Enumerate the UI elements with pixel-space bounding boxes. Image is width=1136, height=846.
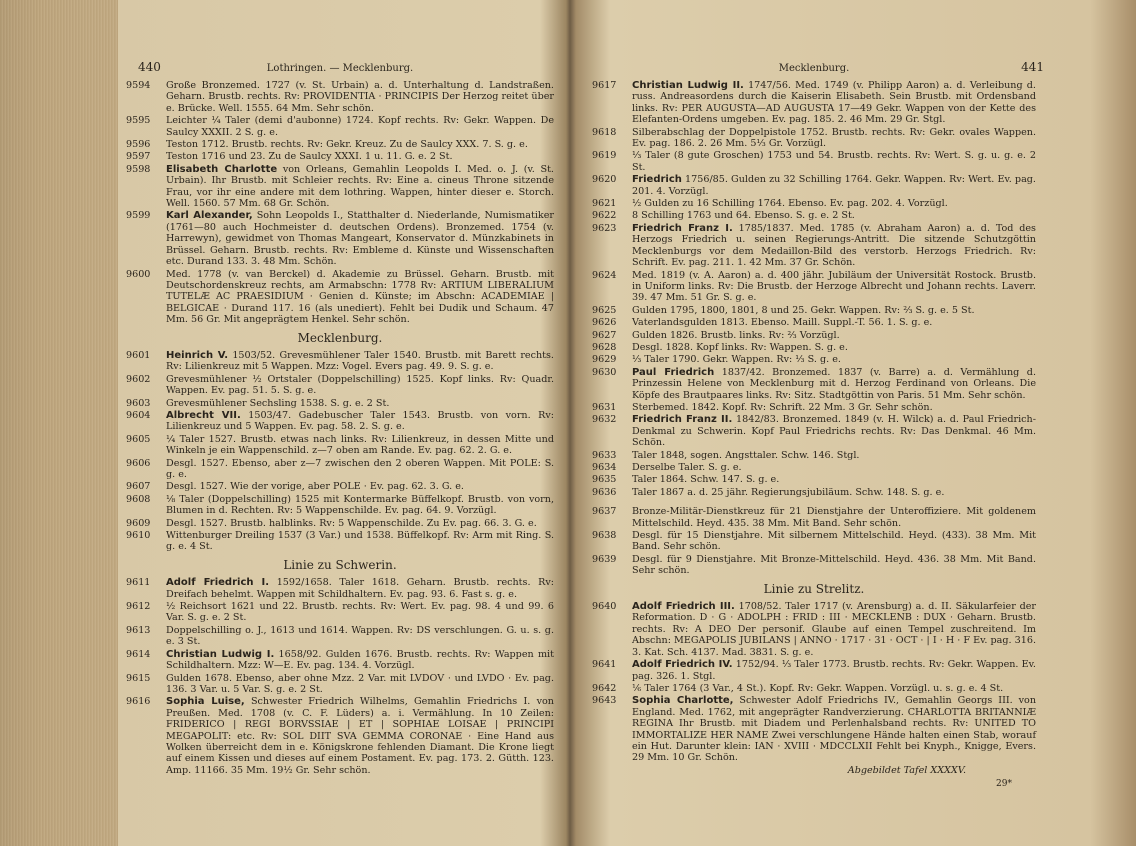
catalog-entry (592, 210, 1036, 221)
catalog-entry (126, 350, 554, 373)
entry-number: 9621 (592, 198, 617, 210)
entry-number: 9599 (126, 210, 151, 222)
ruler-name: Friedrich (632, 174, 682, 186)
ruler-name: Elisabeth Charlotte (166, 163, 278, 175)
entry-number: 9609 (126, 517, 151, 529)
catalog-entry (126, 696, 554, 776)
entry-text: Schwester Friedrich Wilhelms, Gemahlin Friedrichs I. von Preußen. Med. 1708 (v. C. F. Lüders) a. i. Vermählung. In 10 Zeilen: FRIDERICO | REGI BORVSSIAE | ET | SOPHIAE LOISAE | PRINCIPI MEGAPOLIT: etc. Rv: SOL DIIT SVA GEMMA CORONAE · Eine Hand aus Wolken überreicht dem in e. Königskrone fehlenden Diamant. Die Krone liegt auf einem Kissen und dieses auf einem Postament. Ev. pag. 173. 2. Gütth. 123. Amp. 11166. 35 Mm. 19½ Gr. Sehr schön. (166, 696, 554, 776)
entry-text: 1756/85. Gulden zu 32 Schilling 1764. Gekr. Wappen. Rv: Wert. Ev. pag. 201. 4. Vorzügl. (632, 174, 1036, 197)
entry-text: ⅛ Taler (Doppelschilling) 1525 mit Kontermarke Büffelkopf. Brustb. von vorn, Blumen in d. Rechten. Rv: 5 Wappenschilde. Ev. pag. 64. 9. Vorzügl. (166, 493, 554, 517)
entry-number: 9598 (126, 163, 151, 175)
ruler-name: Christian Ludwig I. (166, 648, 275, 660)
entry-text: Schwester Adolf Friedrichs IV., Gemahlin Georgs III. von England. Med. 1762, mit angeprägter Randverzierung. CHARLOTTA BRITANNIÆ REGINA Ihr Brustb. mit Diadem und Perlenhalsband rechts. Rv: UNITED TO IMMORTALIZE HER NAME Zwei verschlungene Hände halten einen Stab, worauf ein Hut. Darunter klein: IAN · XVIII · MDCCLXII Fehlt bei Knyph., Knigge, Evers. 29 Mm. 10 Gr. Schön. (632, 695, 1036, 764)
entry-text: 8 Schilling 1763 und 64. Ebenso. S. g. e. 2 St. (632, 210, 855, 222)
entry-number: 9612 (126, 601, 151, 613)
catalog-entry (126, 398, 554, 409)
page-number: 441 (1021, 60, 1044, 74)
catalog-entry (126, 518, 554, 529)
ruler-name: Christian Ludwig II. (632, 80, 744, 91)
catalog-entry (126, 269, 554, 326)
catalog-entry (592, 450, 1036, 461)
entry-text: 1708/52. Taler 1717 (v. Arensburg) a. d. II. Säkularfeier der Reformation. D · G · ADOLPH : FRID : III · MECKLENB : DUX · Geharn. Brustb. rechts. Rv: A DEO Der personif. Glaube auf einen Tempel zuschreitend. Im Abschn: MEGAPOLIS JUBILANS | ANNO · 1717 · 31 · OCT · | I · H · F Ev. pag. 316. 3. Kat. Sch. 4137. Mad. 3831. S. g. e. (632, 601, 1036, 658)
entry-number: 9606 (126, 457, 151, 469)
entry-list (126, 350, 554, 553)
entry-number: 9632 (592, 414, 617, 426)
catalog-entry (126, 481, 554, 492)
catalog-entry (126, 374, 554, 397)
catalog-entry (126, 80, 554, 114)
ruler-name: Sophia Charlotte, (632, 695, 734, 707)
entry-number: 9602 (126, 373, 151, 385)
entry-number: 9603 (126, 397, 151, 409)
catalog-entry (592, 367, 1036, 401)
catalog-entry (126, 115, 554, 138)
running-title: Lothringen. — Mecklenburg. (266, 63, 414, 74)
catalog-entry (592, 270, 1036, 304)
catalog-entry (126, 673, 554, 696)
entry-number: 9642 (592, 682, 617, 694)
entry-text: Vaterlandsgulden 1813. Ebenso. Maill. Suppl.-T. 56. 1. S. g. e. (632, 317, 933, 329)
entry-text: Silberabschlag der Doppelpistole 1752. Brustb. rechts. Rv: Gekr. ovales Wappen. Ev. pag. 186. 2. 26 Mm. 5⅓ Gr. Vorzügl. (632, 126, 1036, 150)
entry-number: 9594 (126, 80, 151, 91)
entry-number: 9633 (592, 449, 617, 461)
entry-text: Taler 1867 a. d. 25 jähr. Regierungsjubiläum. Schw. 148. S. g. e. (632, 486, 945, 498)
entry-number: 9625 (592, 304, 617, 316)
entry-text: ½ Reichsort 1621 und 22. Brustb. rechts. Rv: Wert. Ev. pag. 98. 4 und 99. 6 Var. S. g. e. 2 St. (166, 601, 554, 624)
entry-text: ⅙ Taler 1764 (3 Var., 4 St.). Kopf. Rv: Gekr. Wappen. Vorzügl. u. s. g. e. 4 St. (632, 682, 1004, 694)
entry-text: 1837/42. Bronzemed. 1837 (v. Barre) a. d. Vermählung d. Prinzessin Helene von Mecklenburg mit d. Herzog Ferdinand von Orleans. Die Köpfe des Brautpaares links. Rv: Sitz. Stadtgöttin von Paris. 51 Mm. Sehr schön. (632, 366, 1037, 401)
entry-number: 9624 (592, 269, 617, 281)
catalog-entry (126, 458, 554, 481)
catalog-entry (126, 494, 554, 517)
entry-text: Med. 1778 (v. van Berckel) d. Akademie zu Brüssel. Geharn. Brustb. mit Deutschordenskreuz rechts, am Armabschn: 1778 Rv: ARTIUM LIBERALIUM TUTELÆ AC PRAESIDIUM · Genien d. Künste; im Abschn: ACADEMIAE | BELGICAE · Durand 117. 16 (als unediert). Fehlt bei Dudik und Schaum. 47 Mm. 56 Gr. Mit angeprägtem Henkel. Sehr schön. (166, 268, 554, 326)
entry-text: 1842/83. Bronzemed. 1849 (v. H. Wilck) a. d. Paul Friedrich-Denkmal zu Schwerin. Kopf Paul Friedrichs rechts. Rv: Das Denkmal. 46 Mm. Schön. (632, 414, 1036, 449)
entry-text: Teston 1716 und 23. Zu de Saulcy XXXI. 1 u. 11. G. e. 2 St. (166, 151, 453, 163)
catalog-entry (592, 80, 1036, 126)
entry-number: 9638 (592, 530, 617, 542)
entry-number: 9600 (126, 268, 151, 280)
entry-text: Desgl. 1527. Wie der vorige, aber POLE · Ev. pag. 62. 3. G. e. (166, 481, 464, 493)
catalog-entry (592, 402, 1036, 413)
catalog-entry (592, 530, 1036, 553)
entry-number: 9616 (126, 696, 151, 708)
catalog-entry (126, 151, 554, 162)
entry-list (126, 577, 554, 776)
entry-number: 9636 (592, 486, 617, 498)
entry-number: 9619 (592, 150, 617, 162)
catalog-entry (592, 414, 1036, 448)
entry-text: Desgl. 1527. Brustb. halblinks. Rv: 5 Wappenschilde. Zu Ev. pag. 66. 3. G. e. (166, 517, 537, 529)
entry-number: 9639 (592, 553, 617, 565)
entry-text: Grevesmühlener ½ Ortstaler (Doppelschilling) 1525. Kopf links. Rv: Quadr. Wappen. Ev. pag. 51. 5. S. g. e. (166, 373, 554, 397)
entry-text: ¼ Taler 1527. Brustb. etwas nach links. Rv: Lilienkreuz, in dessen Mitte und Winkeln je ein Wappenschild. z—7 oben am Rande. Ev. pag. 62. 2. G. e. (166, 433, 554, 457)
entry-text: Taler 1864. Schw. 147. S. g. e. (632, 474, 780, 486)
entry-number: 9630 (592, 366, 617, 378)
section-heading: Linie zu Schwerin. (283, 557, 397, 572)
entry-text: 1503/47. Gadebuscher Taler 1543. Brustb. von vorn. Rv: Lilienkreuz und 5 Wappen. Ev. pag. 58. 2. S. g. e. (166, 409, 554, 433)
ruler-name: Sophia Luise, (166, 696, 245, 708)
entry-text: Große Bronzemed. 1727 (v. St. Urbain) a. d. Unterhaltung d. Landstraßen. Geharn. Brustb. rechts. Rv: PROVIDENTIA · PRINCIPIS Der Herzog reitet über e. Brücke. Well. 1555. 64 Mm. Sehr schön. (166, 80, 554, 114)
entry-number: 9605 (126, 433, 151, 445)
entry-number: 9618 (592, 126, 617, 138)
left-page-header (126, 62, 554, 80)
entry-number: 9614 (126, 648, 151, 660)
entry-text: Grevesmühlener Sechsling 1538. S. g. e. 2 St. (166, 397, 390, 409)
ruler-name: Adolf Friedrich IV. (632, 659, 733, 671)
ruler-name: Paul Friedrich (632, 366, 715, 378)
catalog-entry (592, 462, 1036, 473)
entry-text: Doppelschilling o. J., 1613 und 1614. Wappen. Rv: DS verschlungen. G. u. s. g. e. 3 St. (166, 624, 554, 648)
section-heading: Linie zu Strelitz. (763, 581, 865, 596)
page-edges (0, 0, 118, 846)
entry-text: Gulden 1795, 1800, 1801, 8 und 25. Gekr. Wappen. Rv: ⅔ S. g. e. 5 St. (632, 304, 975, 316)
right-page (592, 60, 1044, 789)
catalog-entry (592, 683, 1036, 694)
plate-note: Abgebildet Tafel XXXXV. (847, 764, 966, 776)
entry-number: 9604 (126, 409, 151, 421)
entry-number: 9617 (592, 80, 617, 91)
catalog-entry (126, 210, 554, 267)
entry-text: Desgl. für 15 Dienstjahre. Mit silbernem Mittelschild. Heyd. (433). 38 Mm. Mit Band. Sehr schön. (632, 530, 1036, 553)
entry-text: 1592/1658. Taler 1618. Geharn. Brustb. rechts. Rv: Dreifach behelmt. Wappen mit Schildhaltern. Ev. pag. 93. 6. Fast s. g. e. (166, 577, 554, 600)
section-heading: Mecklenburg. (297, 330, 383, 345)
entry-number: 9610 (126, 530, 151, 542)
entry-number: 9641 (592, 659, 617, 671)
catalog-entry (592, 506, 1036, 529)
entry-number: 9626 (592, 317, 617, 329)
catalog-entry (592, 305, 1036, 316)
catalog-entry (126, 625, 554, 648)
entry-number: 9601 (126, 349, 151, 361)
catalog-entry (126, 139, 554, 150)
catalog-entry (126, 434, 554, 457)
ruler-name: Adolf Friedrich III. (632, 601, 735, 613)
entry-text: ½ Gulden zu 16 Schilling 1764. Ebenso. Ev. pag. 202. 4. Vorzügl. (632, 198, 948, 210)
entry-text: 1747/56. Med. 1749 (v. Philipp Aaron) a. d. Verleibung d. russ. Andreasordens durch die Kaiserin Elisabeth. Sein Brustb. mit Ordensband links. Rv: PER AUGUSTA—AD AUGUSTA 17—49 Gekr. Wappen von der Kette des Elefanten-Ordens umgeben. Ev. pag. 185. 2. 46 Mm. 29 Gr. Stgl. (632, 80, 1036, 126)
catalog-entry (592, 198, 1036, 209)
entry-list (126, 80, 554, 326)
entry-number: 9608 (126, 493, 151, 505)
entry-number: 9620 (592, 174, 617, 186)
catalog-entry (592, 342, 1036, 353)
entry-number: 9596 (126, 139, 151, 151)
running-title: Mecklenburg. (778, 63, 850, 74)
right-page-header (592, 60, 1044, 80)
left-page (126, 62, 554, 777)
entry-text: Desgl. 1527. Ebenso, aber z—7 zwischen den 2 oberen Wappen. Mit POLE: S. g. e. (166, 457, 554, 480)
entry-number: 9628 (592, 341, 617, 353)
catalog-entry (592, 150, 1036, 173)
entry-text: Wittenburger Dreiling 1537 (3 Var.) und 1538. Büffelkopf. Rv: Arm mit Ring. S. g. e. 4 St. (166, 530, 554, 553)
catalog-entry (592, 695, 1036, 763)
entry-text: Desgl. für 9 Dienstjahre. Mit Bronze-Mittelschild. Heyd. 436. 38 Mm. Mit Band. Sehr schön. (632, 553, 1036, 577)
catalog-entry (592, 223, 1036, 269)
entry-number: 9597 (126, 151, 151, 163)
entry-text: Bronze-Militär-Dienstkreuz für 21 Dienstjahre der Unteroffiziere. Mit goldenem Mittelschild. Heyd. 435. 38 Mm. Mit Band. Sehr schön. (632, 506, 1036, 529)
entry-text: 1503/52. Grevesmühlener Taler 1540. Brustb. mit Barett rechts. Rv: Lilienkreuz mit 5 Wappen. Mzz: Vogel. Evers pag. 49. 9. S. g. e. (166, 349, 554, 373)
entry-text: Sterbemed. 1842. Kopf. Rv: Schrift. 22 Mm. 3 Gr. Sehr schön. (632, 401, 933, 413)
entry-list (592, 80, 1036, 498)
entry-number: 9634 (592, 462, 617, 473)
catalog-entry (126, 601, 554, 624)
catalog-entry (592, 487, 1036, 498)
entry-text: Gulden 1826. Brustb. links. Rv: ⅔ Vorzügl. (632, 329, 840, 341)
ruler-name: Albrecht VII. (166, 409, 241, 421)
entry-text: 1658/92. Gulden 1676. Brustb. rechts. Rv: Wappen mit Schildhaltern. Mzz: W—E. Ev. pag. 134. 4. Vorzügl. (166, 648, 554, 672)
entry-number: 9622 (592, 210, 617, 222)
entry-text: Derselbe Taler. S. g. e. (632, 462, 742, 473)
ruler-name: Friedrich Franz I. (632, 222, 733, 234)
ruler-name: Adolf Friedrich I. (166, 577, 270, 589)
ruler-name: Karl Alexander, (166, 210, 253, 222)
catalog-entry (126, 577, 554, 600)
entry-number: 9643 (592, 695, 617, 707)
entry-number: 9595 (126, 115, 151, 127)
catalog-entry (592, 127, 1036, 150)
catalog-entry (592, 659, 1036, 682)
catalog-entry (592, 354, 1036, 365)
entry-number: 9640 (592, 601, 617, 613)
entry-list (592, 506, 1036, 576)
entry-number: 9627 (592, 329, 617, 341)
entry-list (592, 601, 1036, 764)
entry-number: 9637 (592, 506, 617, 518)
entry-text: Desgl. 1828. Kopf links. Rv: Wappen. S. g. e. (632, 341, 848, 353)
entry-text: von Orleans, Gemahlin Leopolds I. Med. o. J. (v. St. Urbain). Ihr Brustb. mit Schleier rechts. Rv: Eine a. cineus Throne sitzende Frau, vor ihr eine andere mit dem lothring. Wappen, hinter dieser e. Storch. Well. 1560. 57 Mm. 68 Gr. Schön. (166, 163, 554, 210)
entry-number: 9635 (592, 474, 617, 486)
entry-text: Gulden 1678. Ebenso, aber ohne Mzz. 2 Var. mit LVDOV · und LVDO · Ev. pag. 136. 3 Var. u. 5 Var. S. g. e. 2 St. (166, 672, 554, 695)
page-number: 440 (138, 60, 161, 74)
entry-number: 9611 (126, 577, 151, 589)
entry-text: 1785/1837. Med. 1785 (v. Abraham Aaron) a. d. Tod des Herzogs Friedrich u. seinen Regierungs-Antritt. Die sitzende Schutzgöttin Mecklenburgs vor dem Medaillon-Bild des verstorb. Herzogs Friedrich. Rv: Schrift. Ev. pag. 211. 1. 42 Mm. 37 Gr. Schön. (632, 222, 1036, 269)
entry-text: Taler 1848, sogen. Angsttaler. Schw. 146. Stgl. (632, 449, 860, 461)
entry-text: Med. 1819 (v. A. Aaron) a. d. 400 jähr. Jubiläum der Universität Rostock. Brustb. in Uniform links. Rv: Die Brustb. der Herzoge Albrecht und Johann rechts. Laverr. 39. 47 Mm. 51 Gr. S. g. e. (632, 269, 1036, 304)
entry-text: ⅓ Taler (8 gute Groschen) 1753 und 54. Brustb. rechts. Rv: Wert. S. g. u. g. e. 2 St. (632, 150, 1036, 173)
ruler-name: Friedrich Franz II. (632, 414, 733, 426)
entry-number: 9631 (592, 401, 617, 413)
entry-number: 9607 (126, 481, 151, 493)
entry-number: 9615 (126, 672, 151, 684)
entry-text: Teston 1712. Brustb. rechts. Rv: Gekr. Kreuz. Zu de Saulcy XXX. 7. S. g. e. (166, 139, 528, 151)
catalog-entry (592, 554, 1036, 577)
catalog-entry (126, 530, 554, 553)
entry-text: Leichter ¼ Taler (demi d'aubonne) 1724. Kopf rechts. Rv: Gekr. Wappen. De Saulcy XXXII. 2 S. g. e. (166, 115, 554, 138)
catalog-entry (126, 410, 554, 433)
catalog-entry (592, 330, 1036, 341)
catalog-entry (592, 317, 1036, 328)
catalog-entry (592, 174, 1036, 197)
entry-number: 9623 (592, 222, 617, 234)
entry-number: 9613 (126, 624, 151, 636)
ruler-name: Heinrich V. (166, 349, 229, 361)
signature-mark: 29* (996, 778, 1012, 789)
catalog-entry (592, 474, 1036, 485)
catalog-entry (126, 164, 554, 210)
catalog-entry (592, 601, 1036, 658)
entry-text: Sohn Leopolds I., Statthalter d. Niederlande, Numismatiker (1761—80 auch Hochmeister d. deutschen Ordens). Bronzemed. 1754 (v. Harrewyn), gewidmet von Thomas Mangeart, Konservator d. Münzkabinets in Brüssel. Geharn. Brustb. rechts. Rv: Embleme d. Künste und Wissenschaften etc. Durand 133. 3. 48 Mm. Schön. (166, 210, 554, 268)
entry-text: ⅓ Taler 1790. Gekr. Wappen. Rv: ⅓ S. g. e. (632, 354, 841, 366)
entry-number: 9629 (592, 354, 617, 366)
catalog-entry (126, 649, 554, 672)
entry-text: 1752/94. ⅓ Taler 1773. Brustb. rechts. Rv: Gekr. Wappen. Ev. pag. 326. 1. Stgl. (632, 659, 1036, 682)
